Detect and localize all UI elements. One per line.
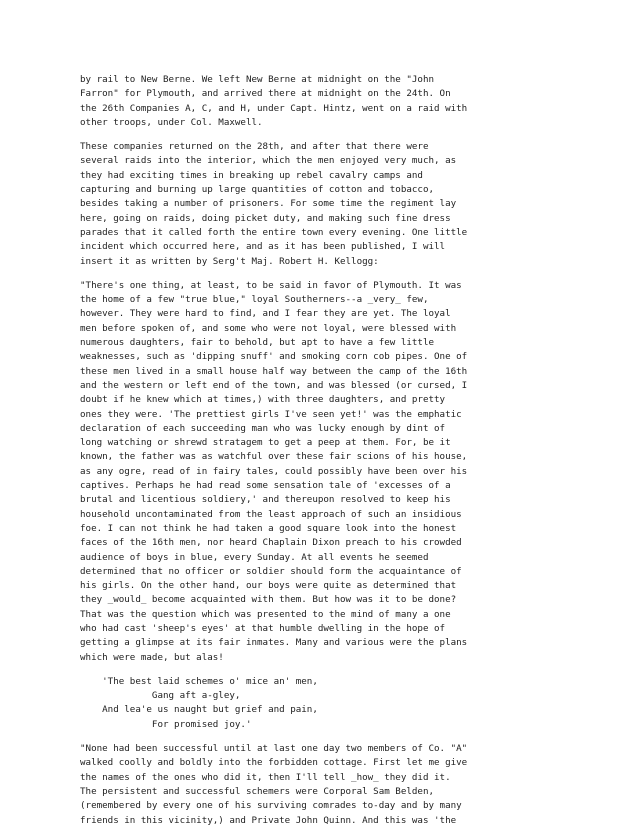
text-line: household uncontaminated from the least approach of such an insidious <box>80 508 462 520</box>
document-page <box>80 73 638 838</box>
text-line: Farron" for Plymouth, and arrived there at midnight on the 24th. On <box>80 88 451 100</box>
text-line: foe. I can not think he had taken a good square look into the honest <box>80 522 457 534</box>
text-line: For promised joy.' <box>80 718 252 730</box>
text-line: ones they were. 'The prettiest girls I've seen yet!' was the emphatic <box>80 408 462 420</box>
text-line: captives. Perhaps he had read some sensation tale of 'excesses of a <box>80 480 451 492</box>
text-line: incident which occurred here, and as it has been published, I will <box>80 241 446 253</box>
text-line: "There's one thing, at least, to be said in favor of Plymouth. It was <box>80 279 462 291</box>
text-line: by rail to New Berne. We left New Berne at midnight on the "John <box>80 74 435 85</box>
text-line: determined that no officer or soldier should form the acquaintance of <box>80 565 462 577</box>
text-line: 'The best laid schemes o' mice an' men, <box>80 675 318 687</box>
text-line: That was the question which was presented to the mind of many a one <box>80 608 451 620</box>
text-line: however. They were hard to find, and I fear they are yet. The loyal <box>80 308 451 320</box>
text-line: the 26th Companies A, C, and H, under Capt. Hintz, went on a raid with <box>80 102 468 114</box>
text-line: doubt if he knew which at times,) with three daughters, and pretty <box>80 394 446 406</box>
text-line: his girls. On the other hand, our boys were quite as determined that <box>80 580 457 592</box>
text-line: brutal and licentious soldiery,' and thereupon resolved to keep his <box>80 494 451 506</box>
verse-quote <box>80 675 638 732</box>
paragraph <box>80 742 638 828</box>
text-line: capturing and burning up large quantities of cotton and tobacco, <box>80 184 435 196</box>
text-line: declaration of each succeeding man who was lucky enough by dint of <box>80 422 446 434</box>
text-line: long watching or shrewd stratagem to get a peep at them. For, be it <box>80 437 451 449</box>
text-line: And lea'e us naught but grief and pain, <box>80 704 318 716</box>
text-line: who had cast 'sheep's eyes' at that humble dwelling in the hope of <box>80 622 446 634</box>
text-line: as any ogre, read of in fairy tales, could possibly have been over his <box>80 465 468 477</box>
text-line: besides taking a number of prisoners. For some time the regiment lay <box>80 198 457 210</box>
text-line: known, the father was as watchful over these fair scions of his house, <box>80 451 468 463</box>
paragraph <box>80 73 638 130</box>
text-line: insert it as written by Serg't Maj. Robert H. Kellogg: <box>80 255 379 267</box>
text-line: which were made, but alas! <box>80 651 224 663</box>
text-line: walked coolly and boldly into the forbidden cottage. First let me give <box>80 757 468 769</box>
text-line: numerous daughters, fair to behold, but apt to have a few little <box>80 337 435 349</box>
text-line: The persistent and successful schemers were Corporal Sam Belden, <box>80 785 435 797</box>
text-line: they had exciting times in breaking up rebel cavalry camps and <box>80 169 423 181</box>
text-line: (remembered by every one of his surviving comrades to-day and by many <box>80 800 462 812</box>
text-line: friends in this vicinity,) and Private John Quinn. And this was 'the <box>80 814 457 826</box>
paragraph <box>80 279 638 665</box>
text-line: here, going on raids, doing picket duty, and making such fine dress <box>80 212 451 224</box>
text-line: parades that it called forth the entire town every evening. One little <box>80 226 468 238</box>
text-line: other troops, under Col. Maxwell. <box>80 116 263 128</box>
text-line: the home of a few "true blue," loyal Southerners--a _very_ few, <box>80 294 429 306</box>
text-line: and the western or left end of the town, and was blessed (or cursed, I <box>80 379 468 391</box>
paragraph <box>80 140 638 269</box>
text-line: audience of boys in blue, every Sunday. At all events he seemed <box>80 551 429 563</box>
text-line: several raids into the interior, which the men enjoyed very much, as <box>80 155 457 167</box>
text-line: These companies returned on the 28th, and after that there were <box>80 141 429 153</box>
text-line: Gang aft a-gley, <box>80 690 241 702</box>
text-line: the names of the ones who did it, then I'll tell _how_ they did it. <box>80 771 451 783</box>
text-line: men before spoken of, and some who were not loyal, were blessed with <box>80 322 457 334</box>
text-line: these men lived in a small house half way between the camp of the 16th <box>80 365 468 377</box>
text-line: weaknesses, such as 'dipping snuff' and smoking corn cob pipes. One of <box>80 351 468 363</box>
text-line: they _would_ become acquainted with them. But how was it to be done? <box>80 594 457 606</box>
text-line: "None had been successful until at last one day two members of Co. "A" <box>80 743 468 755</box>
text-line: getting a glimpse at its fair inmates. Many and various were the plans <box>80 637 468 649</box>
text-line: faces of the 16th men, nor heard Chaplain Dixon preach to his crowded <box>80 537 462 549</box>
